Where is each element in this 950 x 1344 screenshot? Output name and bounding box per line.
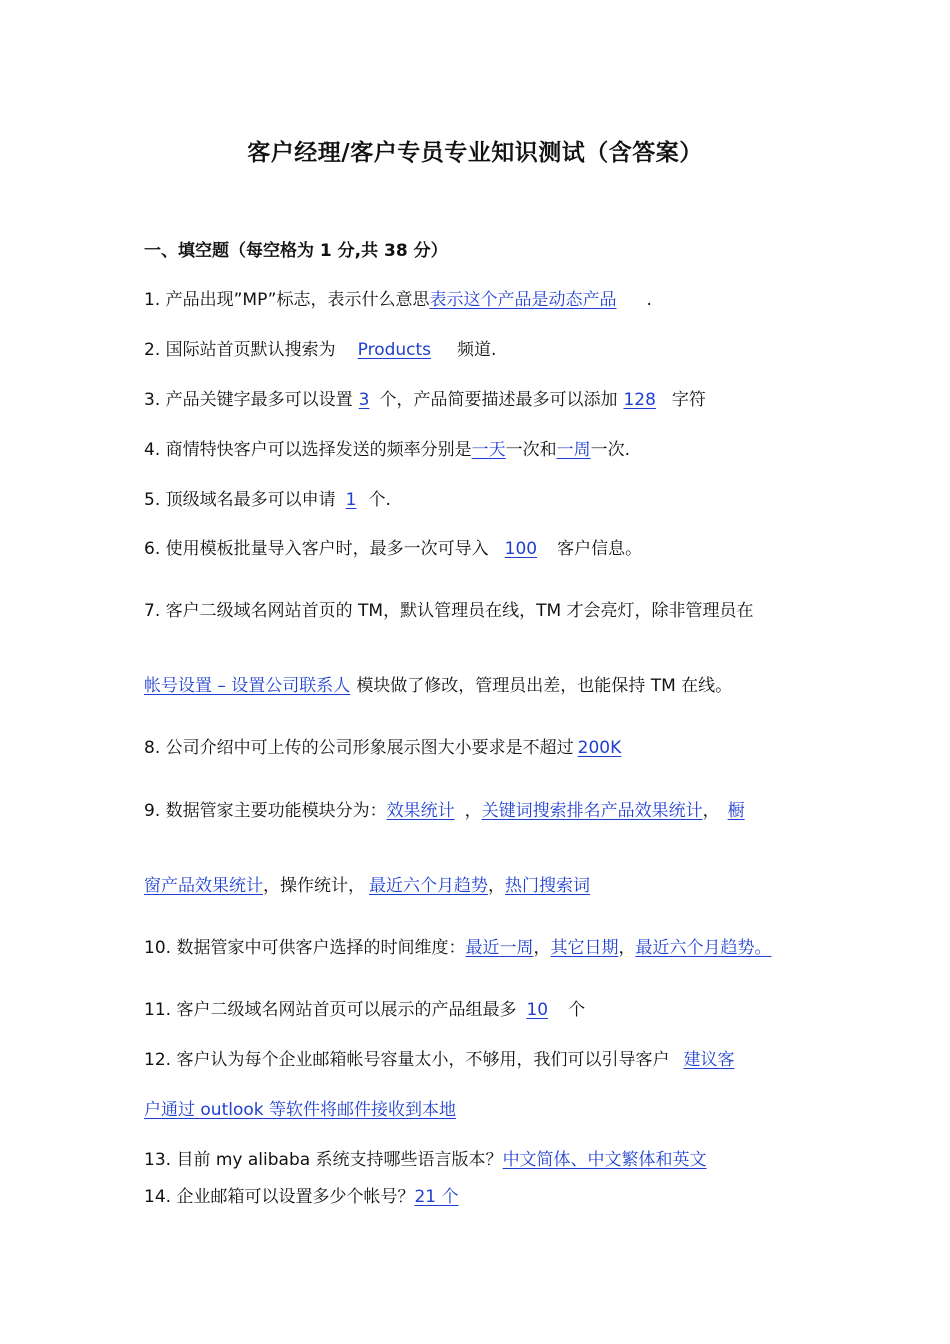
answer: 100 [504, 539, 538, 559]
question-text: 11. 客户二级域名网站首页可以展示的产品组最多 [144, 1000, 517, 1020]
question-7-line-1 [144, 597, 824, 625]
question-2 [144, 336, 824, 364]
answer: 21 个 [414, 1187, 459, 1207]
question-11 [144, 996, 824, 1024]
answer: 效果统计 [386, 801, 455, 821]
question-14 [144, 1183, 824, 1211]
question-text: 一次和 [505, 440, 557, 460]
question-4 [144, 436, 824, 464]
question-text: ， [533, 938, 551, 958]
question-text: 2. 国际站首页默认搜索为 [144, 340, 336, 360]
question-text: 模块做了修改，管理员出差，也能保持 TM 在线。 [356, 676, 733, 696]
question-12-line-2 [144, 1096, 824, 1124]
question-text: 1. 产品出现”MP”标志，表示什么意思 [144, 290, 430, 310]
answer: 热门搜索词 [505, 876, 590, 896]
answer: 3 [358, 390, 370, 410]
question-6 [144, 535, 824, 563]
answer: 中文简体、中文繁体和英文 [502, 1150, 707, 1170]
question-text: 字符 [671, 390, 706, 410]
question-5 [144, 486, 824, 514]
question-text: 10. 数据管家中可供客户选择的时间维度： [144, 938, 466, 958]
question-text: 频道. [457, 340, 497, 360]
question-13 [144, 1146, 824, 1174]
question-text: 个 [568, 1000, 586, 1020]
section-heading: 一、填空题（每空格为 1 分,共 38 分） [144, 241, 448, 261]
answer: 128 [623, 390, 656, 410]
question-text: 一次. [590, 440, 631, 460]
question-text: 9. 数据管家主要功能模块分为： [144, 801, 387, 821]
question-8 [144, 734, 824, 762]
question-text: 7. 客户二级域名网站首页的 TM，默认管理员在线，TM 才会亮灯，除非管理员在 [144, 601, 754, 621]
answer: 一周 [556, 440, 591, 460]
question-text: 14. 企业邮箱可以设置多少个帐号？ [144, 1187, 415, 1207]
question-text: ， [464, 801, 482, 821]
question-text: 13. 目前 my alibaba 系统支持哪些语言版本？ [144, 1150, 503, 1170]
question-9-line-2 [144, 872, 824, 900]
question-12-line-1 [144, 1046, 824, 1074]
answer: 最近六个月趋势 [369, 876, 488, 896]
question-text: . [646, 290, 652, 310]
question-7-line-2 [144, 672, 824, 700]
question-9-line-1 [144, 797, 824, 825]
answer: 户通过 outlook 等软件将邮件接收到本地 [144, 1100, 457, 1120]
question-3 [144, 386, 824, 414]
question-text: 12. 客户认为每个企业邮箱帐号容量太小，不够用，我们可以引导客户 [144, 1050, 670, 1070]
answer: Products [357, 340, 432, 360]
answer: 建议客 [683, 1050, 735, 1070]
question-text: ，操作统计， [263, 876, 365, 896]
answer: 一天 [471, 440, 506, 460]
question-text: 5. 顶级域名最多可以申请 [144, 490, 336, 510]
answer: 最近一周 [465, 938, 534, 958]
answer: 帐号设置 – 设置公司联系人 [144, 676, 351, 696]
answer: 10 [526, 1000, 549, 1020]
page-title: 客户经理/客户专员专业知识测试（含答案） [247, 140, 703, 166]
answer: 关键词搜索排名产品效果统计 [481, 801, 703, 821]
answer: 表示这个产品是动态产品 [429, 290, 617, 310]
question-text: 8. 公司介绍中可上传的公司形象展示图大小要求是不超过 [144, 738, 574, 758]
question-text: 4. 商情特快客户可以选择发送的频率分别是 [144, 440, 472, 460]
answer: 橱 [727, 801, 745, 821]
question-text: ， [488, 876, 505, 896]
question-text: 客户信息。 [557, 539, 643, 559]
question-text: 个，产品简要描述最多可以添加 [379, 390, 618, 410]
question-10 [144, 934, 824, 962]
question-1 [144, 286, 824, 314]
question-text: 3. 产品关键字最多可以设置 [144, 390, 353, 410]
answer: 窗产品效果统计 [144, 876, 263, 896]
answer: 200K [577, 738, 622, 758]
question-text: 6. 使用模板批量导入客户时，最多一次可导入 [144, 539, 489, 559]
question-text: ， [702, 801, 720, 821]
answer: 1 [345, 490, 357, 510]
question-text: 个. [368, 490, 391, 510]
answer: 最近六个月趋势。 [635, 938, 772, 958]
answer: 其它日期 [550, 938, 619, 958]
question-text: ， [618, 938, 636, 958]
